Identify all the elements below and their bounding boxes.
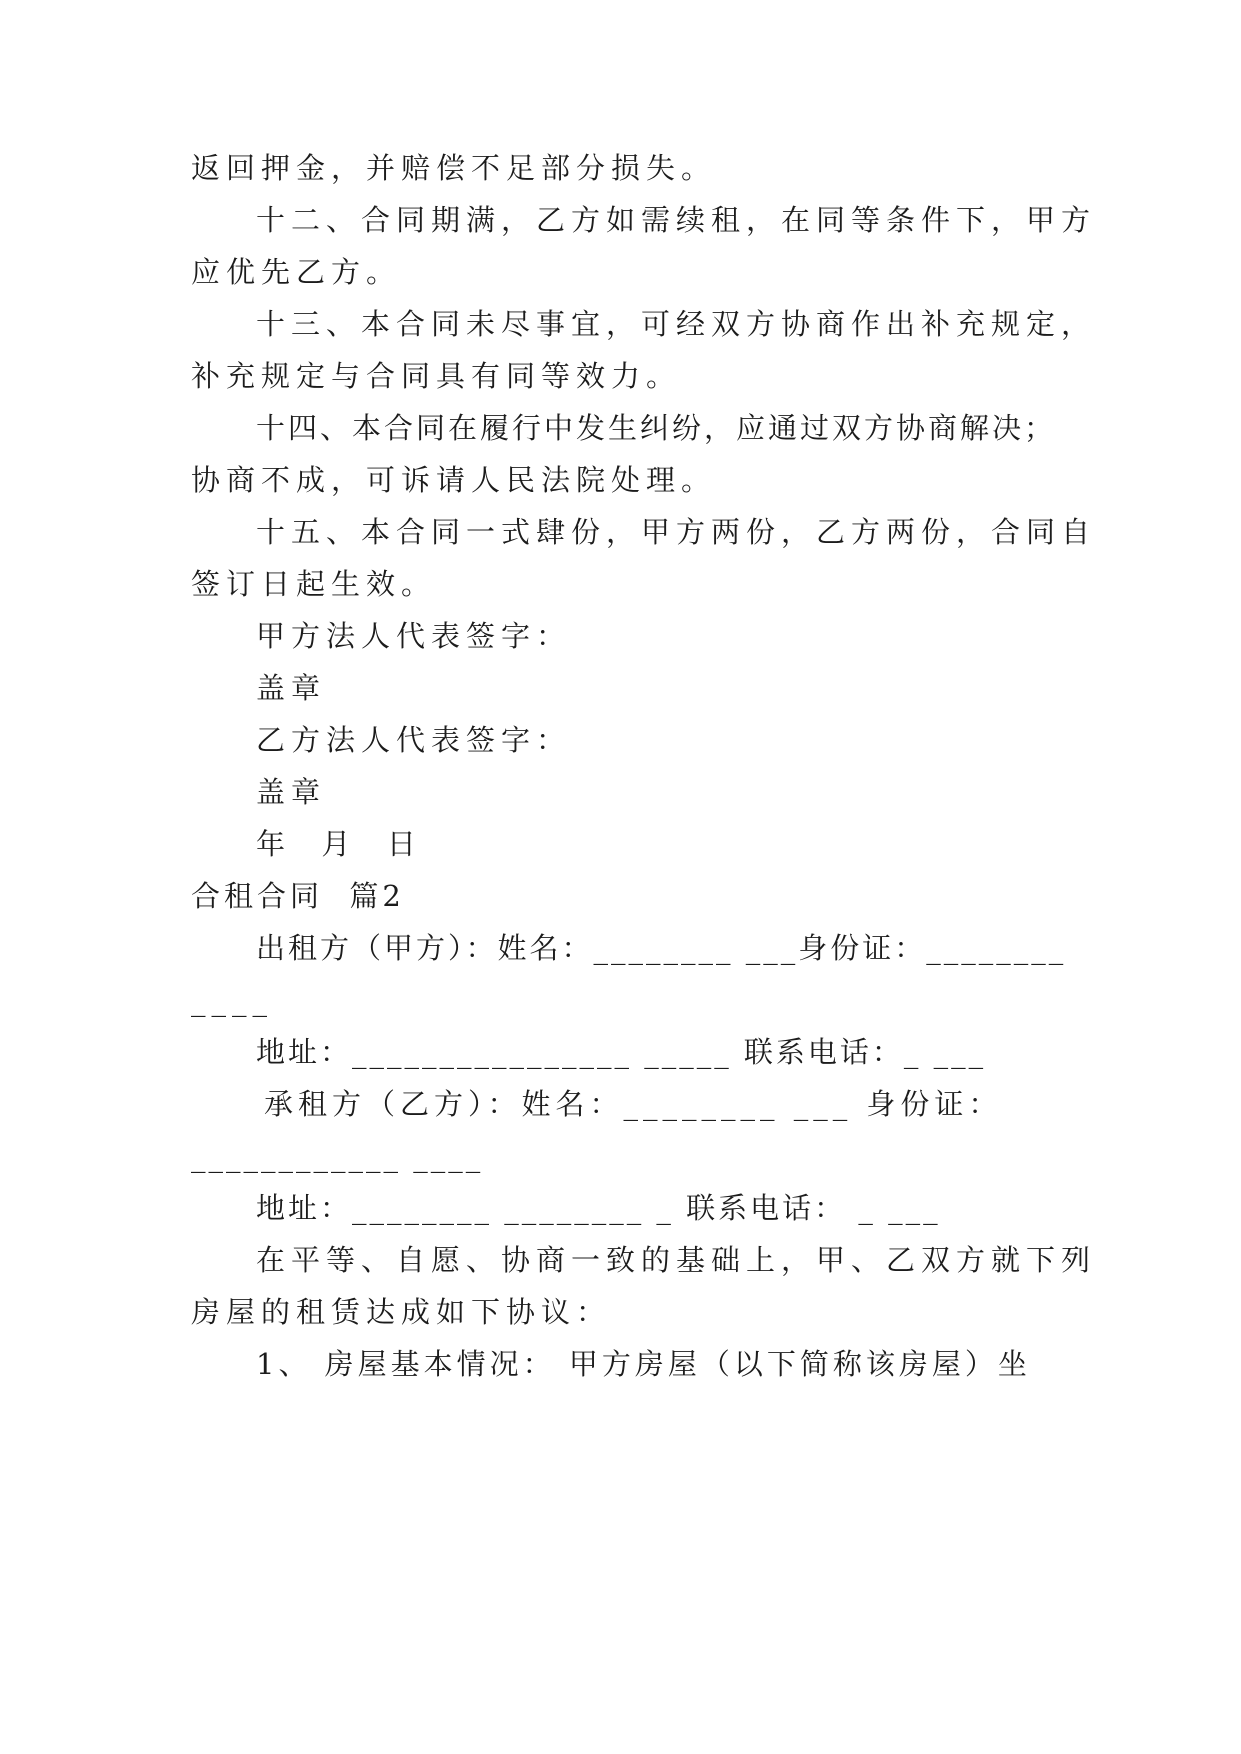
party-a-seal-label: 盖章 <box>256 671 327 705</box>
lessee-address-line: 地址：________ ________ _ 联系电话： _ ___ <box>256 1191 941 1225</box>
party-a-signature-label: 甲方法人代表签字： <box>256 619 572 653</box>
lessee-info-line: 承租方（乙方）：姓名：________ ___ 身份证： <box>264 1087 1003 1121</box>
text-line: 返回押金，并赔偿不足部分损失。 <box>191 151 717 185</box>
clause-13-line: 十三、本合同未尽事宜，可经双方协商作出补充规定， <box>256 307 1097 341</box>
text-line: ____________ ____ <box>191 1139 484 1173</box>
date-line: 年 月 日 <box>256 827 422 861</box>
text-line: 房屋的租赁达成如下协议： <box>191 1295 612 1329</box>
agreement-intro-line: 在平等、自愿、协商一致的基础上，甲、乙双方就下列 <box>256 1243 1097 1277</box>
party-b-seal-label: 盖章 <box>256 775 327 809</box>
text-line: ____ <box>191 983 273 1017</box>
lessor-address-line: 地址：________________ _____ 联系电话：_ ___ <box>256 1035 987 1069</box>
clause-12-line: 十二、合同期满，乙方如需续租，在同等条件下，甲方 <box>256 203 1097 237</box>
lessor-info-line: 出租方（甲方）：姓名：________ ___身份证：________ <box>256 931 1067 965</box>
party-b-signature-label: 乙方法人代表签字： <box>256 723 572 757</box>
text-line: 补充规定与合同具有同等效力。 <box>191 359 682 393</box>
clause-15-line: 十五、本合同一式肆份，甲方两份，乙方两份，合同自 <box>256 515 1097 549</box>
house-info-line: 1、 房屋基本情况： 甲方房屋（以下简称该房屋）坐 <box>256 1347 1031 1381</box>
section-heading: 合租合同 篇2 <box>191 879 405 913</box>
text-line: 应优先乙方。 <box>191 255 402 289</box>
text-line: 协商不成，可诉请人民法院处理。 <box>191 463 717 497</box>
text-line: 签订日起生效。 <box>191 567 437 601</box>
clause-14-line: 十四、本合同在履行中发生纠纷，应通过双方协商解决； <box>256 411 1057 445</box>
